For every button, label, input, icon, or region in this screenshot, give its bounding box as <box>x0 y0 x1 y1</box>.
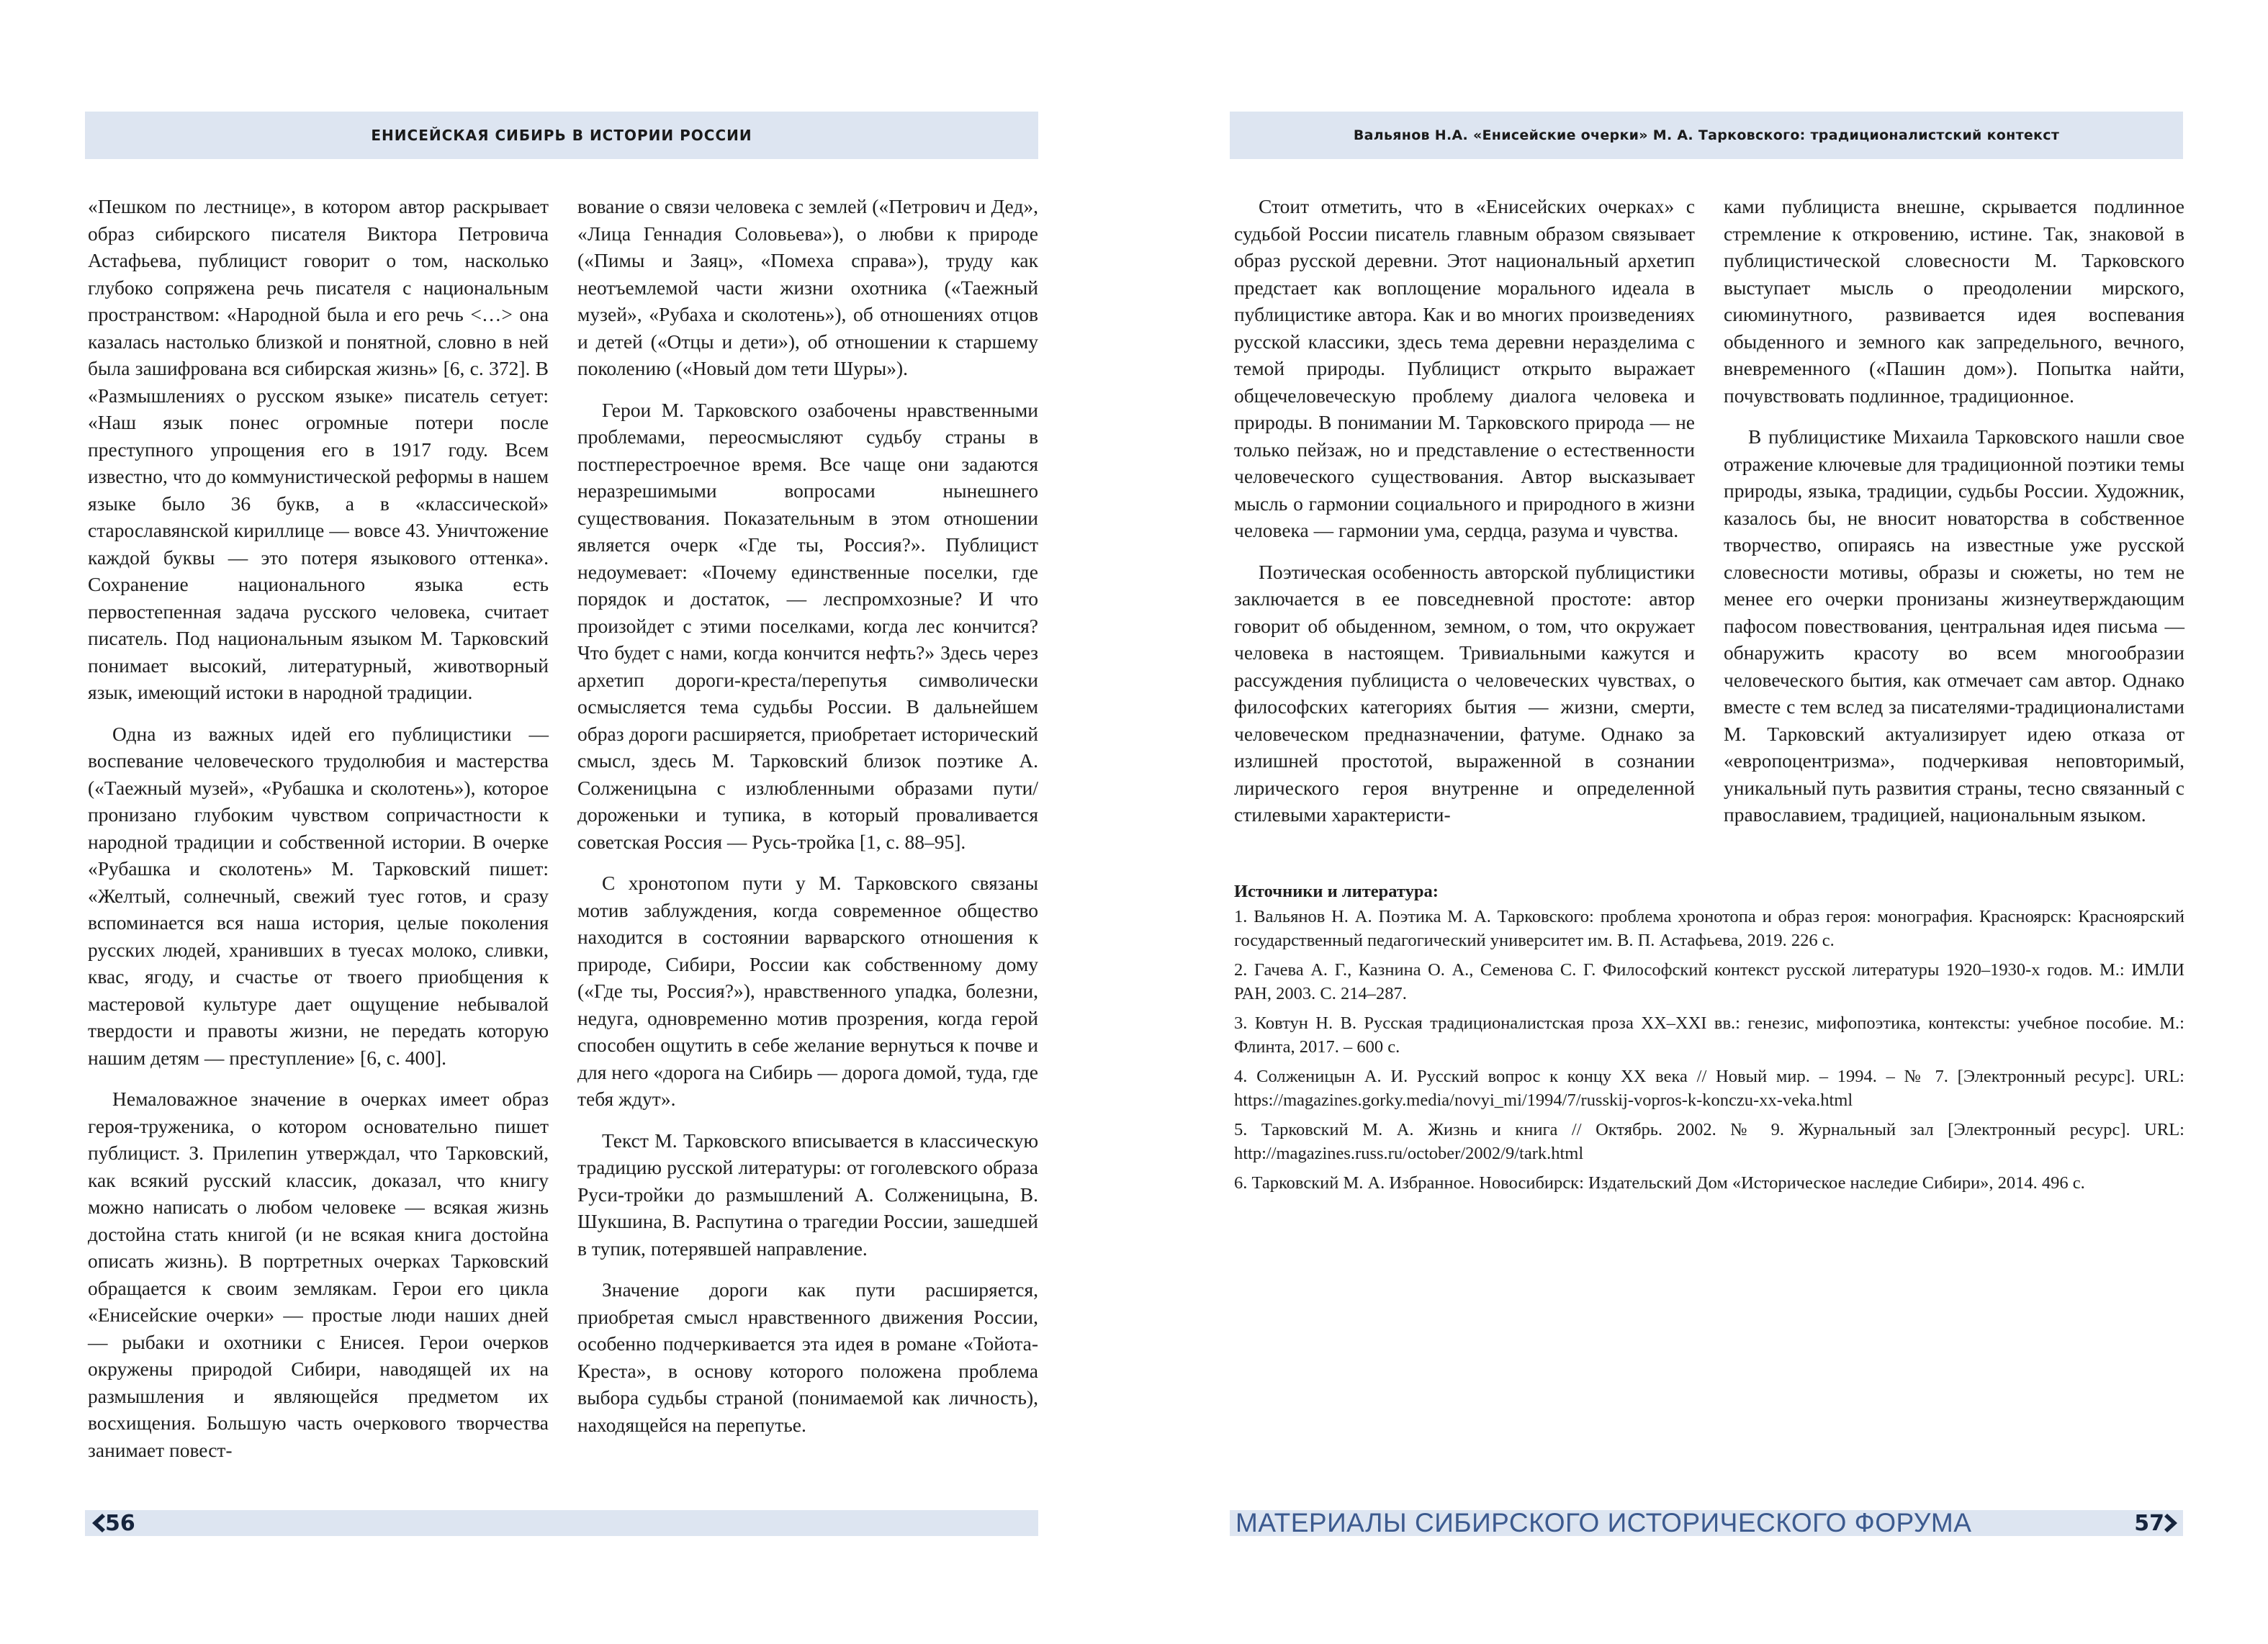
right-column-1 <box>1234 193 1695 843</box>
left-column-1 <box>88 193 549 1478</box>
paragraph: «Пешком по лестнице», в котором автор раскрывает образ сибирского писателя Виктора Петровича Астафьева, публицист говорит о том, насколько глубоко сопряжена речь писателя с национальным пространством: «Народной была и его речь <…> она казалась настолько близкой и понятной, словно в ней была зашифрована вся сибирская жизнь» [6, с. 372]. В «Размышлениях о русском языке» писатель сетует: «Наш язык понес огромные потери после преступного упрощения его в 1917 году. Всем известно, что до коммунистической реформы в нашем языке было 36 букв, а в «классической» старославянской кириллице — вовсе 43. Уничтожение каждой буквы — это потеря языкового оттенка». Сохранение национального языка есть первостепенная задача русского человека, считает писатель. Под национальным языком М. Тарковский понимает высокий, литературный, животворный язык, имеющий истоки в народной традиции. <box>88 195 549 703</box>
paragraph: Одна из важных идей его публицистики — воспевание человеческого трудолюбия и мастерства («Таежный музей», «Рубашка и сколотень»), которое пронизано глубоким чувством сопричастности к народной традиции и собственной истории. В очерке «Рубашка и сколотень» М. Тарковский пишет: «Желтый, солнечный, свежий туес готов, и сразу вспоминается вся наша история, целые поколения русских людей, хранивших в туесах молоко, сливки, квас, ягоду, и счастье от твоего приобщения к мастеровой культуре дает ощущение небывалой твердости и правоты жизни, не передать которую нашим детям — преступление» [6, с. 400]. <box>88 722 549 1069</box>
page-number <box>2134 1511 2180 1536</box>
reference-item: 6. Тарковский М. А. Избранное. Новосибирск: Издательский Дом «Историческое наследие Сибири», 2014. 496 с. <box>1234 1173 2085 1193</box>
reference-item: 2. Гачева А. Г., Казнина О. А., Семенова С. Г. Философский контекст русской литературы 1920–1930-х годов. М.: ИМЛИ РАН, 2003. С. 214–287. <box>1234 960 2184 1003</box>
paragraph: Немаловажное значение в очерках имеет образ героя-труженика, о котором основательно пишет публицист. З. Прилепин утверждал, что Тарковский, как всякий русский классик, доказал, что книгу можно написать о любом человеке — всякая жизнь достойна стать книгой (и не всякая книга достойна описать жизнь). В портретных очерках Тарковский обращается к своим землякам. Герои его цикла «Енисейские очерки» — простые люди наших дней — рыбаки и охотники с Енисея. Герои очерков окружены природой Сибири, наводящей их на размышления и являющейся предметом их восхищения. Большую часть очеркового творчества занимает повест- <box>88 1088 549 1461</box>
running-header-text: Вальянов Н.А. «Енисейские очерки» М. А. Тарковского: традиционалистский контекст <box>1353 127 2060 143</box>
chevron-left-icon <box>89 1512 105 1534</box>
paragraph: Поэтическая особенность авторской публицистики заключается в ее повседневной простоте: автор говорит об обыденном, земном, о том, что окружает человека в настоящем. Тривиальными кажутся и рассуждения публициста о человеческих чувствах, о философских категориях бытия — жизни, смерти, человеческом предназначении, фатуме. Однако за излишней простотой, выраженной в сознании лирического героя внутренне и определенной стилевыми характеристи- <box>1234 560 1695 826</box>
references-list <box>1234 905 2184 1195</box>
page-number-text: 56 <box>105 1510 135 1536</box>
page-number <box>89 1511 135 1536</box>
paragraph: Значение дороги как пути расширяется, приобретая смысл нравственного движения России, особенно подчеркивается эта идея в романе «Тойота-Креста», в основу которого положена проблема выбора судьбы страной (понимаемой как личность), находящейся на перепутье. <box>577 1278 1038 1436</box>
right-column-2 <box>1724 193 2184 843</box>
paragraph: В публицистике Михаила Тарковского нашли свое отражение ключевые для традиционной поэтики темы природы, языка, традиции, судьбы России. Художник, казалось бы, не вносит новаторства в собственное творчество, опираясь на известные уже русской словесности мотивы, образы и сюжеты, но тем не менее его очерки пронизаны жизнеутверждающим пафосом повествования, центральная идея письма — обнаружить красоту во всем многообразии человеческого бытия, как отмечает сам автор. Однако вместе с тем вслед за писателями-традиционалистами М. Тарковский актуализирует идею отказа от «европоцентризма», подчеркивая неповторимый, уникальный путь развития страны, тесно связанный с православием, традицией, национальным языком. <box>1724 425 2184 826</box>
paragraph: Стоит отметить, что в «Енисейских очерках» с судьбой России писатель главным образом связывает образ русской деревни. Этот национальный архетип предстает как воплощение морального идеала в публицистике автора. Как и во многих произведениях русской классики, здесь тема деревни неразделима с темой природы. Публицист открыто выражает общечеловеческую проблему диалога человека и природы. В понимании М. Тарковского природа — не только пейзаж, но и представление о естественности человеческого существования. Автор высказывает мысль о гармонии социального и природного в жизни человека — гармонии ума, сердца, разума и чувства. <box>1234 195 1695 541</box>
chevron-right-icon <box>2164 1512 2180 1534</box>
references-section <box>1234 880 2184 1201</box>
reference-item: 3. Ковтун Н. В. Русская традиционалистская проза XX–XXI вв.: генезис, мифопоэтика, контексты: учебное пособие. М.: Флинта, 2017. – 600 с. <box>1234 1013 2184 1057</box>
journal-title: МАТЕРИАЛЫ СИБИРСКОГО ИСТОРИЧЕСКОГО ФОРУМА <box>1236 1508 1972 1537</box>
page-footer <box>85 1510 1038 1536</box>
paragraph: ками публициста внешне, скрывается подлинное стремление к откровению, истине. Так, знаковой в публицистической словесности М. Тарковского выступает мысль о преодолении мирского, сиюминутного, развивается идея воспевания обыденного и земного как запредельного, вечного, вневременного («Пашин дом»). Попытка найти, почувствовать подлинное, традиционное. <box>1724 195 2184 407</box>
reference-item: 4. Солженицын А. И. Русский вопрос к концу XX века // Новый мир. – 1994. – № 7. [Электронный ресурс]. URL: https://magazines.gorky.media/novyi_mi/1994/7/russkij-vopros-k-konczu-xx-veka.html <box>1234 1067 2184 1110</box>
left-column-2 <box>577 193 1038 1453</box>
paragraph: Текст М. Тарковского вписывается в классическую традицию русской литературы: от гоголевского образа Руси-тройки до размышлений А. Солженицына, В. Шукшина, В. Распутина о трагедии России, зашедшей в тупик, потерявшей направление. <box>577 1129 1038 1260</box>
right-page <box>1134 0 2268 1644</box>
references-title: Источники и литература: <box>1234 882 1439 901</box>
page-number-text: 57 <box>2134 1510 2164 1536</box>
running-header <box>85 112 1038 159</box>
paragraph: Герои М. Тарковского озабочены нравственными проблемами, переосмысляют судьбу страны в постперестроечное время. Все чаще они задаются неразрешимыми вопросами нынешнего существования. Показательным в этом отношении является очерк «Где ты, Россия?». Публицист недоумевает: «Почему единственные поселки, где порядок и достаток, — леспромхозные? И что произойдет с этими поселками, когда лес кончится? Что будет с нами, когда кончится нефть?» Здесь через архетип дороги-креста/перепутья символически осмысляется тема судьбы России. В дальнейшем образ дороги расширяется, приобретает исторический смысл, здесь М. Тарковский близок поэтике А. Солженицына с излюбленными образами пути/дороженьки и тупика, в который проваливается советская Россия — Русь-тройка [1, с. 88–95]. <box>577 398 1038 853</box>
reference-item: 1. Вальянов Н. А. Поэтика М. А. Тарковского: проблема хронотопа и образ героя: монография. Красноярск: Красноярский государственный педагогический университет им. В. П. Астафьева, 2019. 226 с. <box>1234 907 2184 950</box>
paragraph: вование о связи человека с землей («Петрович и Дед», «Лица Геннадия Соловьева»), о любви к природе («Пимы и Заяц», «Помеха справа»), труду как неотъемлемой части жизни охотника («Таежный музей», «Рубаха и сколотень»), об отношениях отцов и детей («Отцы и дети»), об отношении к старшему поколению («Новый дом тети Шуры»). <box>577 195 1038 379</box>
running-header <box>1230 112 2183 159</box>
reference-item: 5. Тарковский М. А. Жизнь и книга // Октябрь. 2002. № 9. Журнальный зал [Электронный ресурс]. URL: http://magazines.russ.ru/october/2002/9/tark.html <box>1234 1120 2184 1163</box>
running-header-text: ЕНИСЕЙСКАЯ СИБИРЬ В ИСТОРИИ РОССИИ <box>371 127 752 144</box>
page-footer <box>1230 1510 2183 1536</box>
paragraph: С хронотопом пути у М. Тарковского связаны мотив заблуждения, когда современное общество находится в состоянии варварского отношения к природе, Сибири, России как собственному дому («Где ты, Россия?»), нравственного упадка, болезни, недуга, одновременно мотив прозрения, когда герой способен ощутить в себе желание вернуться к почве и для него «дорога на Сибирь — дорога домой, туда, где тебя ждут». <box>577 872 1039 1110</box>
